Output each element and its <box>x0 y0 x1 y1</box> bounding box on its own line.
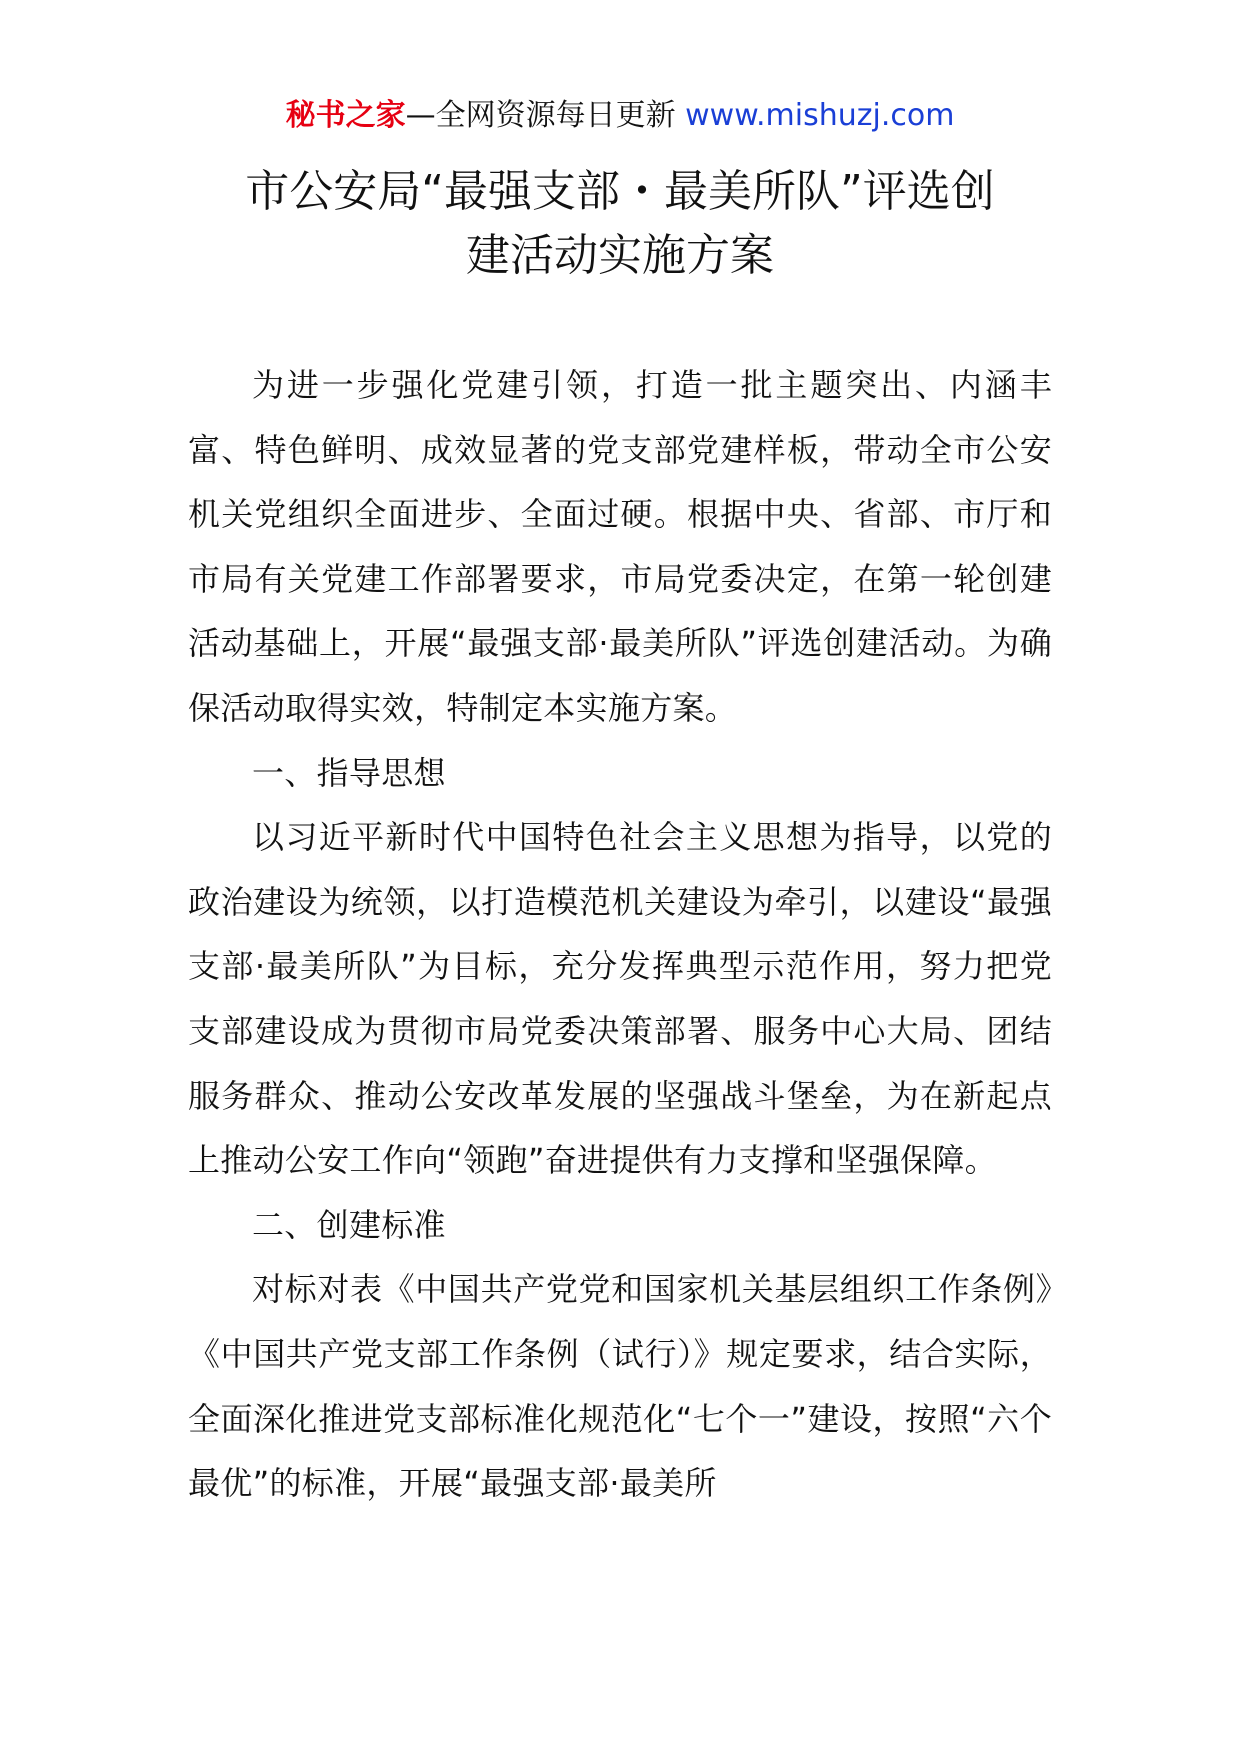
section-heading-standards: 二、创建标准 <box>252 1205 446 1244</box>
header-url-link[interactable]: www.mishuzj.com <box>685 98 955 133</box>
document-title <box>188 160 1052 288</box>
guiding-thought-paragraph: 以习近平新时代中国特色社会主义思想为指导，以党的政治建设为统领，以打造模范机关建设为牵引，以建设“最强支部·最美所队”为目标，充分发挥典型示范作用，努力把党支部建设成为贯彻市局党委决策部署、服务中心大局、团结服务群众、推动公安改革发展的坚强战斗堡垒，为在新起点上推动公安工作向“领跑”奋进提供有力支撑和坚强保障。 <box>188 818 1052 1180</box>
standards-paragraph: 对标对表《中国共产党党和国家机关基层组织工作条例》《中国共产党支部工作条例（试行）》规定要求，结合实际，全面深化推进党支部标准化规范化“七个一”建设，按照“六个最优”的标准，开展“最强支部·最美所 <box>188 1270 1052 1503</box>
intro-paragraph: 为进一步强化党建引领，打造一批主题突出、内涵丰富、特色鲜明、成效显著的党支部党建样板，带动全市公安机关党组织全面进步、全面过硬。根据中央、省部、市厅和市局有关党建工作部署要求，市局党委决定，在第一轮创建活动基础上，开展“最强支部·最美所队”评选创建活动。为确保活动取得实效，特制定本实施方案。 <box>188 366 1052 727</box>
title-line-2: 建活动实施方案 <box>466 230 774 281</box>
title-line-1: 市公安局“最强支部・最美所队”评选创 <box>245 166 995 217</box>
section-heading-guiding-thought: 一、指导思想 <box>252 753 446 792</box>
watermark-header <box>0 96 1240 136</box>
header-tagline: —全网资源每日更新 <box>405 98 676 133</box>
document-body <box>188 353 1052 1516</box>
header-brand: 秘书之家 <box>285 98 406 133</box>
